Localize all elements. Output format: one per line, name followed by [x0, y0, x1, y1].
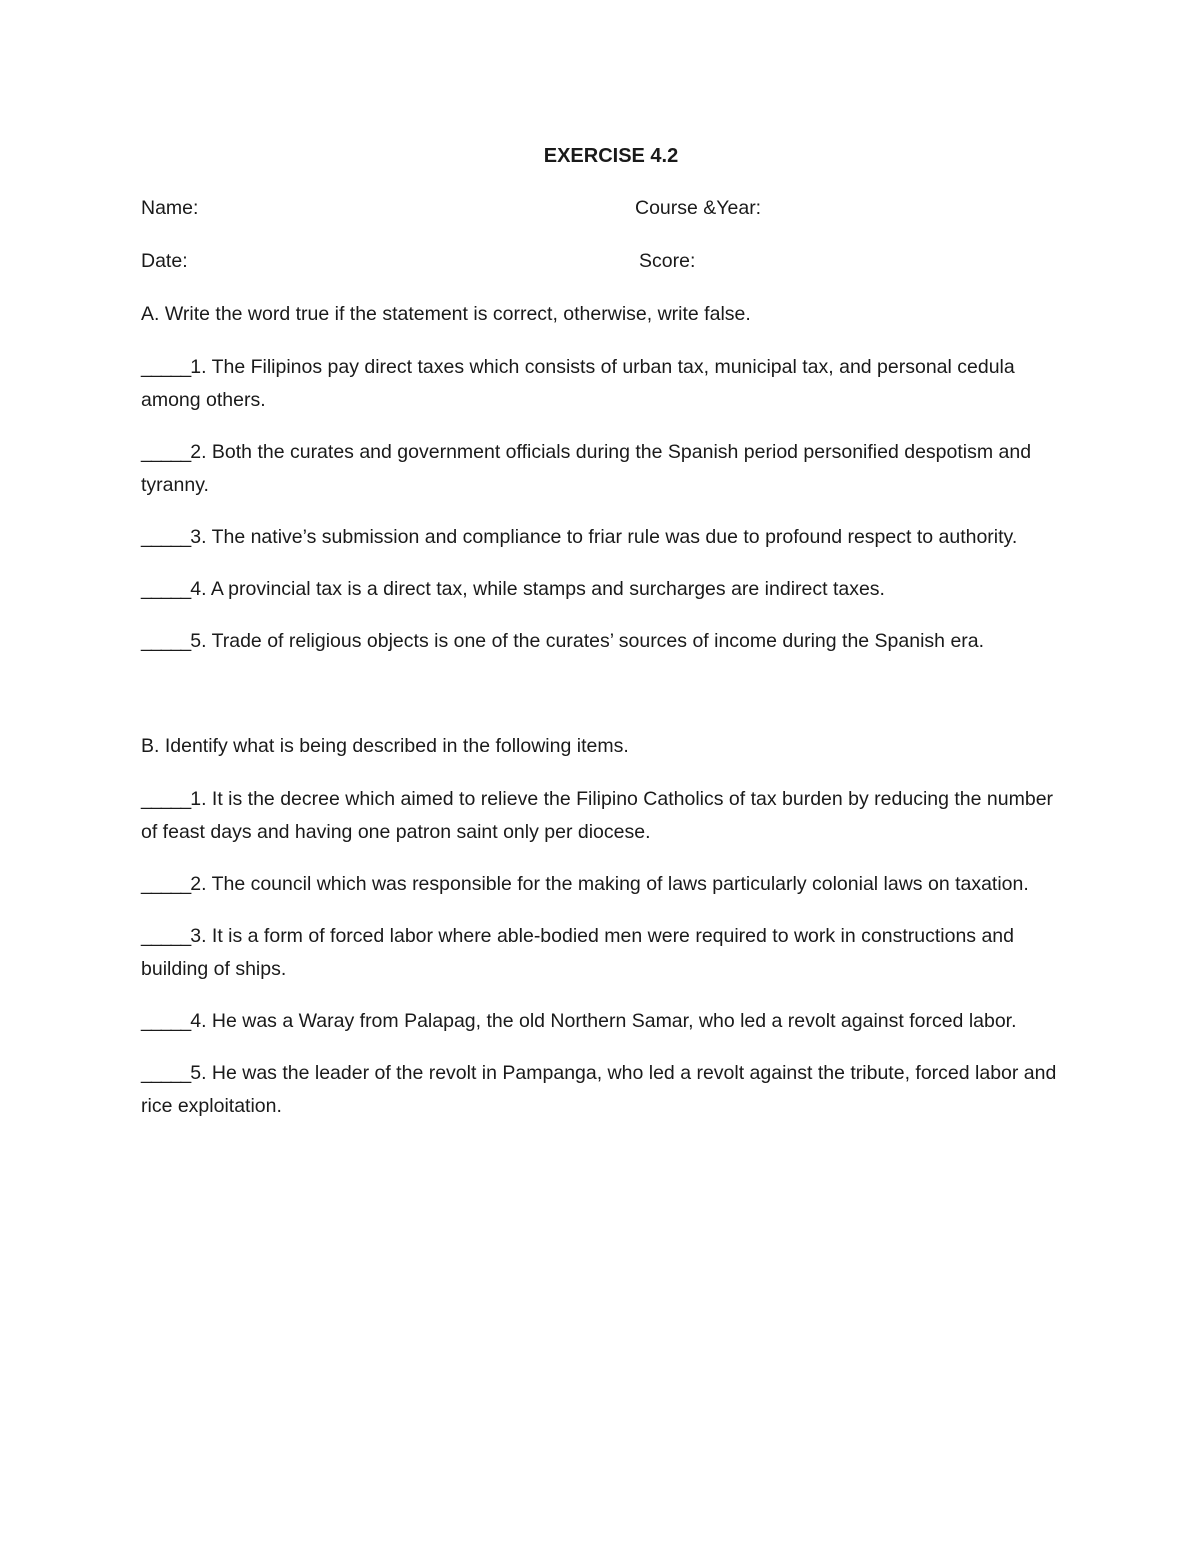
item-text: 5. Trade of religious objects is one of the curates’ sources of income during the Spanish era.	[190, 630, 985, 652]
answer-blank: _____	[141, 873, 191, 895]
section-b-item-5	[141, 1057, 1061, 1123]
section-a-item-4	[141, 573, 1061, 606]
section-b-item-1	[141, 783, 1061, 849]
answer-blank: _____	[141, 630, 191, 652]
answer-blank: _____	[141, 441, 191, 463]
info-row-date	[141, 245, 1061, 278]
answer-blank: _____	[141, 356, 191, 378]
answer-blank: _____	[141, 526, 191, 548]
info-row-name	[141, 192, 1061, 225]
section-b-item-4	[141, 1005, 1061, 1038]
name-label: Name:	[141, 197, 199, 219]
course-year-label: Course &Year:	[635, 197, 762, 219]
item-text: 2. Both the curates and government officials during the Spanish period personified despotism and tyranny.	[141, 441, 1032, 496]
answer-blank: _____	[141, 578, 191, 600]
item-text: 3. It is a form of forced labor where able-bodied men were required to work in constructions and building of ships.	[141, 925, 1014, 980]
item-text: 1. The Filipinos pay direct taxes which consists of urban tax, municipal tax, and personal cedula among others.	[141, 356, 1015, 411]
section-a-item-3	[141, 521, 1061, 554]
item-text: 4. He was a Waray from Palapag, the old Northern Samar, who led a revolt against forced labor.	[190, 1010, 1017, 1032]
answer-blank: _____	[141, 1062, 191, 1084]
section-b-item-2	[141, 868, 1061, 901]
document-content	[141, 140, 1061, 1142]
section-b-item-3	[141, 920, 1061, 986]
section-a-item-2	[141, 436, 1061, 502]
section-spacer	[141, 677, 1061, 730]
score-label: Score:	[639, 250, 696, 272]
answer-blank: _____	[141, 788, 191, 810]
section-a-item-5	[141, 625, 1061, 658]
page-title: EXERCISE 4.2	[543, 145, 679, 167]
answer-blank: _____	[141, 1010, 191, 1032]
section-a-item-1	[141, 351, 1061, 417]
item-text: 4. A provincial tax is a direct tax, while stamps and surcharges are indirect taxes.	[190, 578, 885, 600]
item-text: 2. The council which was responsible for the making of laws particularly colonial laws on taxation.	[190, 873, 1029, 895]
answer-blank: _____	[141, 925, 191, 947]
date-label: Date:	[141, 250, 188, 272]
section-b-instruction: B. Identify what is being described in the following items.	[141, 735, 629, 757]
item-text: 3. The native’s submission and compliance to friar rule was due to profound respect to authority.	[190, 526, 1018, 548]
item-text: 1. It is the decree which aimed to relieve the Filipino Catholics of tax burden by reducing the number of feast days and having one patron saint only per diocese.	[141, 788, 1054, 843]
section-a-instruction: A. Write the word true if the statement is correct, otherwise, write false.	[141, 303, 751, 325]
item-text: 5. He was the leader of the revolt in Pampanga, who led a revolt against the tribute, forced labor and rice exploitation.	[141, 1062, 1057, 1117]
